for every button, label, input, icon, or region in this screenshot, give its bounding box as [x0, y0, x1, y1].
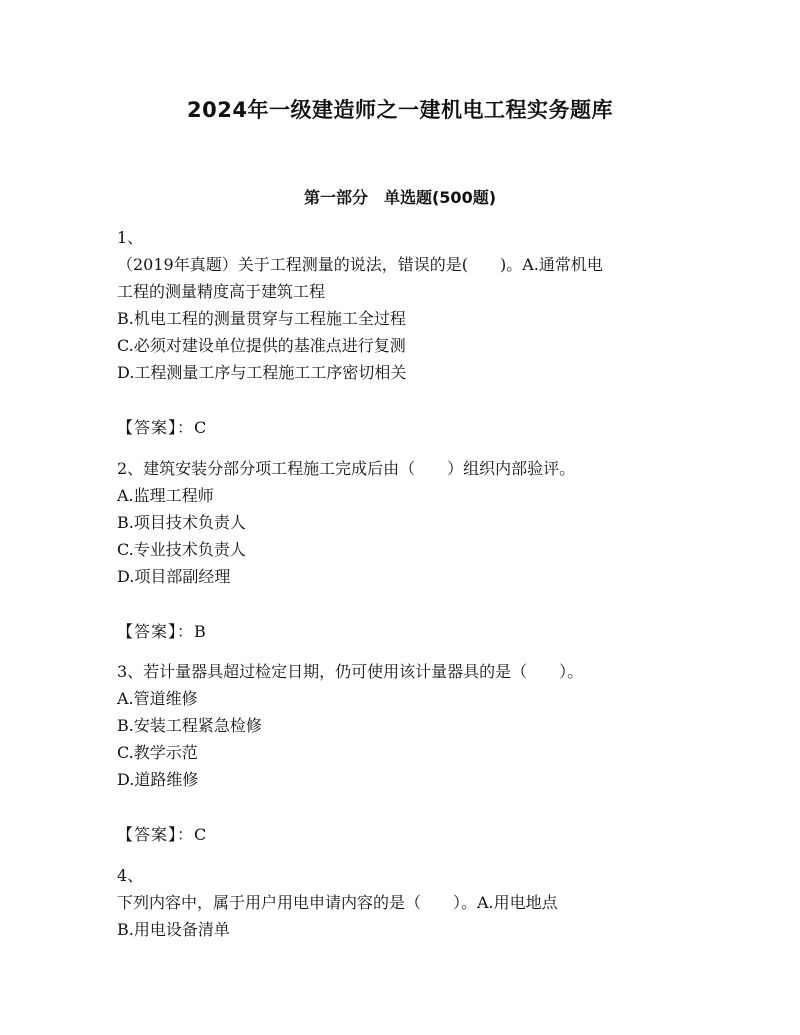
question-3-option-d: D.道路维修: [117, 770, 199, 789]
question-1-stem-line2: 工程的测量精度高于建筑工程: [117, 282, 326, 301]
question-4-stem-line1: 下列内容中，属于用户用电申请内容的是（ ）。A.用电地点: [117, 893, 558, 912]
question-1-number: 1、: [117, 228, 144, 247]
question-1-option-c: C.必须对建设单位提供的基准点进行复测: [117, 336, 406, 355]
question-2-option-a: A.监理工程师: [117, 486, 214, 505]
question-2-stem: 2、建筑安装分部分项工程施工完成后由（ ）组织内部验评。: [117, 459, 576, 478]
question-3-option-b: B.安装工程紧急检修: [117, 716, 262, 735]
question-1-option-d: D.工程测量工序与工程施工工序密切相关: [117, 363, 407, 382]
question-4-number: 4、: [117, 866, 144, 885]
question-2-option-c: C.专业技术负责人: [117, 540, 246, 559]
section-heading: 第一部分 单选题(500题): [303, 188, 497, 207]
document-title: 2024年一级建造师之一建机电工程实务题库: [187, 98, 613, 122]
question-3-answer: 【答案】：C: [117, 825, 208, 844]
question-2-option-d: D.项目部副经理: [117, 567, 231, 586]
question-2-option-b: B.项目技术负责人: [117, 513, 246, 532]
question-1-answer: 【答案】：C: [117, 418, 208, 437]
question-3-option-c: C.教学示范: [117, 743, 198, 762]
question-3-option-a: A.管道维修: [117, 689, 198, 708]
question-1-stem-line1: （2019年真题）关于工程测量的说法，错误的是( )。A.通常机电: [117, 255, 603, 274]
question-3-stem: 3、若计量器具超过检定日期，仍可使用该计量器具的是（ ）。: [117, 662, 584, 681]
question-1-option-b: B.机电工程的测量贯穿与工程施工全过程: [117, 309, 406, 328]
question-2-answer: 【答案】：B: [117, 622, 207, 641]
question-4-option-b: B.用电设备清单: [117, 920, 230, 939]
